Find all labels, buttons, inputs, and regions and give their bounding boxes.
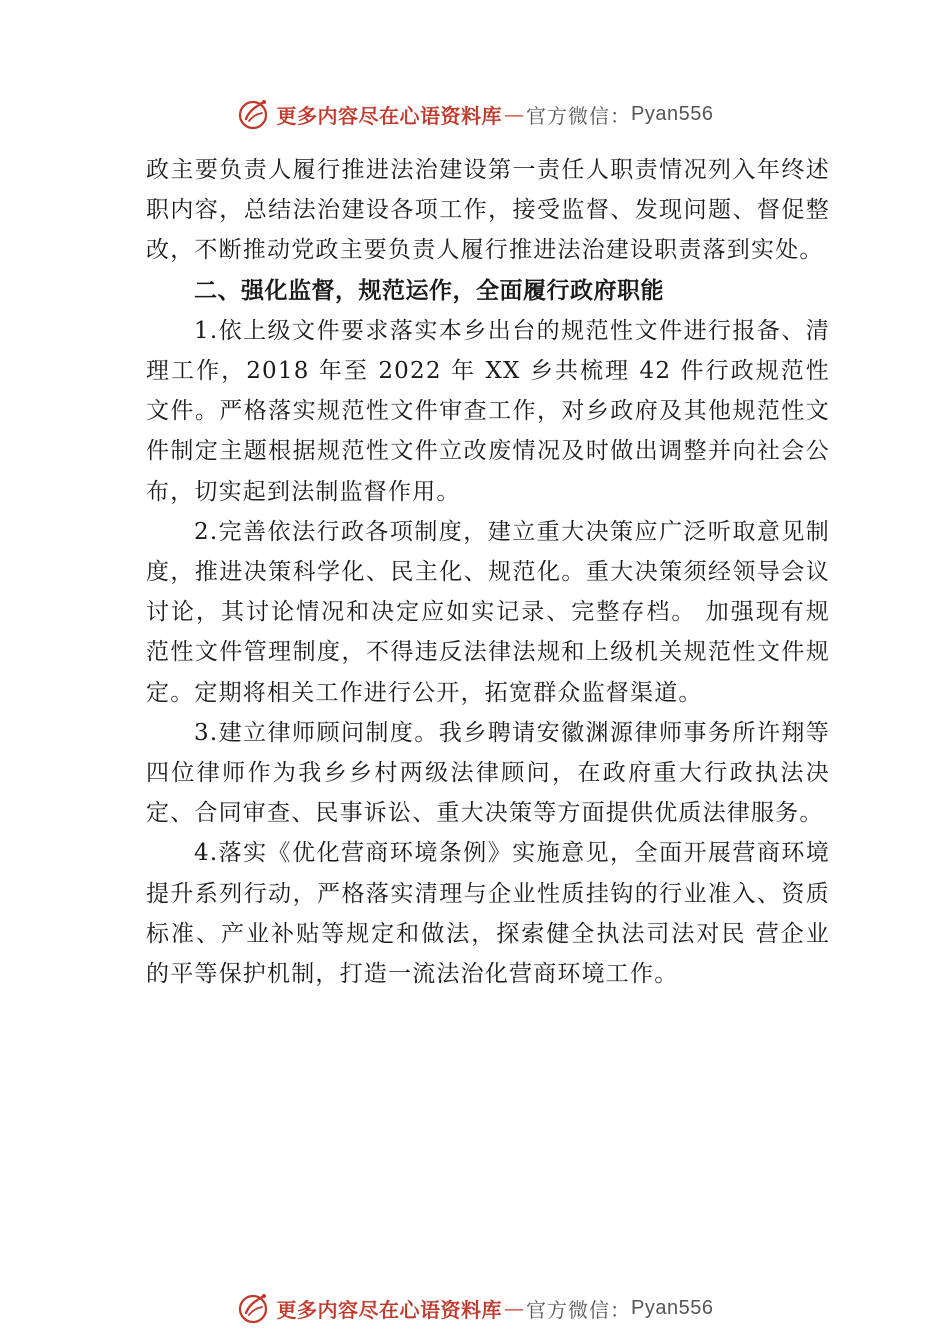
brand-logo-icon <box>237 97 271 131</box>
paragraph-item-4: 4.落实《优化营商环境条例》实施意见，全面开展营商环境提升系列行动，严格落实清理与企业性质挂钩的行业准入、资质标准、产业补贴等规定和做法，探索健全执法司法对民 营企业的平等保护机制，打造一流法治化营商环境工作。 <box>146 840 830 988</box>
watermark-dash: — <box>504 102 525 126</box>
section-heading: 二、强化监督，规范运作，全面履行政府职能 <box>194 277 664 304</box>
paragraph-item-3: 3.建立律师顾问制度。我乡聘请安徽渊源律师事务所许翔等四位律师作为我乡乡村两级法律顾问，在政府重大行政执法决定、合同审查、民事诉讼、重大决策等方面提供优质法律服务。 <box>146 719 830 827</box>
watermark-header <box>0 94 950 134</box>
watermark-label: 官方微信： <box>526 103 632 128</box>
paragraph-continued: 政主要负责人履行推进法治建设第一责任人职责情况列入年终述职内容，总结法治建设各项工作，接受监督、发现问题、督促整改，不断推动党政主要负责人履行推进法治建设职责落到实处。 <box>146 157 830 264</box>
watermark-dash: — <box>504 1296 525 1320</box>
watermark-wechat-id: Pyan556 <box>631 1296 714 1319</box>
watermark-brand: 更多内容尽在心语资料库 <box>276 1297 503 1322</box>
paragraph-item-2: 2.完善依法行政各项制度，建立重大决策应广泛听取意见制度，推进决策科学化、民主化、规范化。重大决策须经领导会议讨论，其讨论情况和决定应如实记录、完整存档。 加强现有规范性文件管理制度，不得违反法律法规和上级机关规范性文件规定。定期将相关工作进行公开，拓宽群众监督渠道。 <box>146 518 830 706</box>
watermark-brand: 更多内容尽在心语资料库 <box>276 103 503 128</box>
watermark-footer <box>0 1288 950 1328</box>
paragraph-item-1: 1.依上级文件要求落实本乡出台的规范性文件进行报备、清理工作，2018 年至 2022 年 XX 乡共梳理 42 件行政规范性文件。严格落实规范性文件审查工作，对乡政府及其他规范性文件制定主题根据规范性文件立改废情况及时做出调整并向社会公布，切实起到法制监督作用。 <box>146 317 830 505</box>
watermark-label: 官方微信： <box>526 1297 632 1322</box>
watermark-wechat-id: Pyan556 <box>631 102 714 125</box>
brand-logo-icon <box>237 1291 271 1325</box>
document-body <box>146 150 830 994</box>
